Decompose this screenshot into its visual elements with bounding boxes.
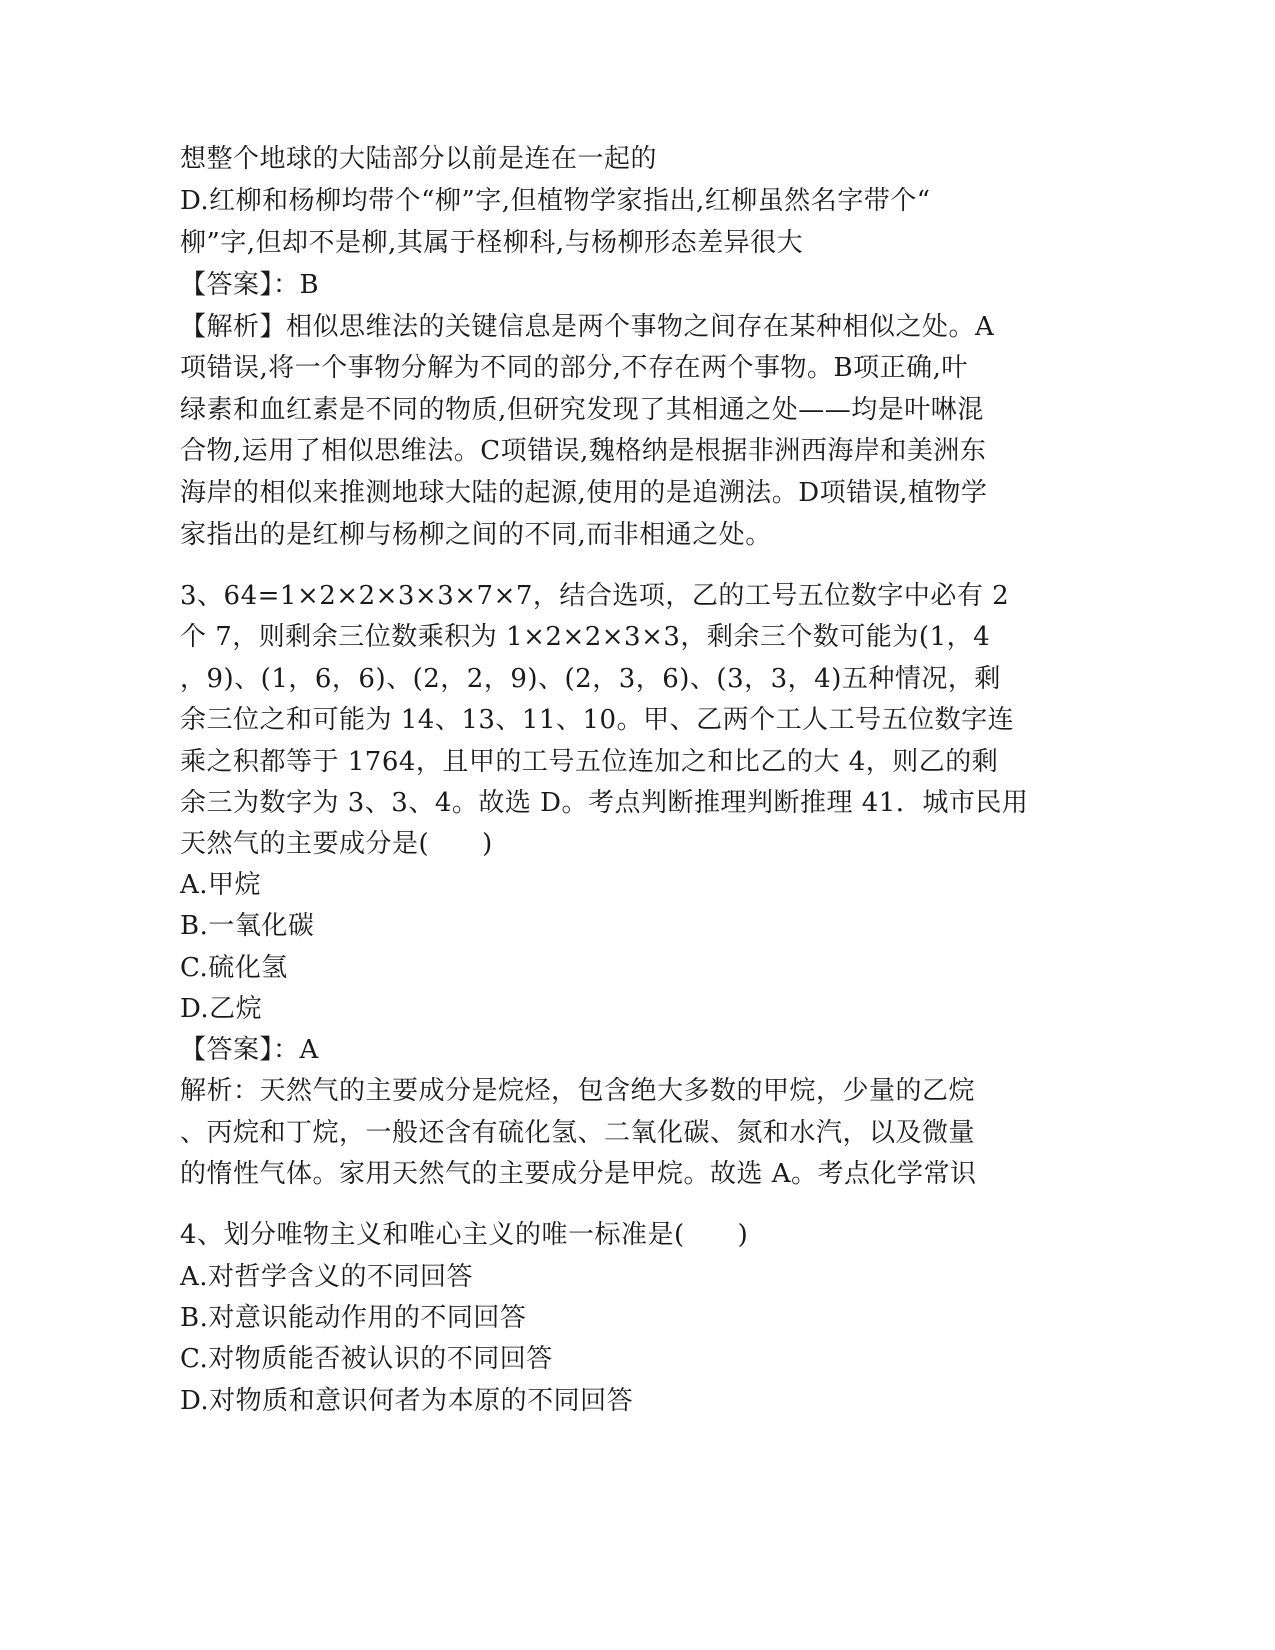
text-line: 合物,运用了相似思维法。C项错误,魏格纳是根据非洲西海岸和美洲东 — [180, 436, 987, 466]
text-line: D.红柳和杨柳均带个“柳”字,但植物学家指出,红柳虽然名字带个“ — [180, 186, 931, 216]
option-line: A.对哲学含义的不同回答 — [180, 1262, 474, 1292]
text-line: 想整个地球的大陆部分以前是连在一起的 — [180, 144, 658, 174]
text-line: 天然气的主要成分是( ) — [180, 829, 493, 859]
text-line: 的惰性气体。家用天然气的主要成分是甲烷。故选 A。考点化学常识 — [180, 1159, 977, 1189]
text-line: 、丙烷和丁烷，一般还含有硫化氢、二氧化碳、氮和水汽，以及微量 — [180, 1118, 976, 1148]
option-line: C.对物质能否被认识的不同回答 — [180, 1344, 553, 1374]
text-line: 绿素和血红素是不同的物质,但研究发现了其相通之处——均是叶啉混 — [180, 395, 984, 425]
option-line: D.乙烷 — [180, 994, 263, 1024]
option-line: B.一氧化碳 — [180, 911, 315, 941]
text-line: 个 7，则剩余三位数乘积为 1×2×2×3×3，剩余三个数可能为(1，4 — [180, 622, 991, 652]
text-line: 余三位之和可能为 14、13、11、10。甲、乙两个工人工号五位数字连 — [180, 705, 1015, 735]
text-line: 柳”字,但却不是柳,其属于柽柳科,与杨柳形态差异很大 — [180, 228, 804, 258]
text-line: 【解析】相似思维法的关键信息是两个事物之间存在某种相似之处。A — [180, 312, 995, 342]
text-line: 解析：天然气的主要成分是烷烃，包含绝大多数的甲烷，少量的乙烷 — [180, 1076, 976, 1106]
text-line: 海岸的相似来推测地球大陆的起源,使用的是追溯法。D项错误,植物学 — [180, 478, 988, 508]
option-line: D.对物质和意识何者为本原的不同回答 — [180, 1386, 634, 1416]
answer-label: 【答案】：A — [180, 1035, 319, 1065]
text-line: 家指出的是红柳与杨柳之间的不同,而非相通之处。 — [180, 520, 772, 550]
text-line: 余三为数字为 3、3、4。故选 D。考点判断推理判断推理 41．城市民用 — [180, 788, 1029, 818]
text-line: 项错误,将一个事物分解为不同的部分,不存在两个事物。B项正确,叶 — [180, 353, 968, 383]
text-line: ，9)、(1，6，6)、(2，2，9)、(2，3，6)、(3，3，4)五种情况，剩 — [180, 664, 1001, 694]
question-line: 3、64=1×2×2×3×3×7×7，结合选项，乙的工号五位数字中必有 2 — [180, 581, 1010, 611]
option-line: A.甲烷 — [180, 870, 262, 900]
question-line: 4、划分唯物主义和唯心主义的唯一标准是( ) — [180, 1220, 749, 1250]
option-line: C.硫化氢 — [180, 953, 288, 983]
option-line: B.对意识能动作用的不同回答 — [180, 1303, 527, 1333]
text-line: 乘之积都等于 1764，且甲的工号五位连加之和比乙的大 4，则乙的剩 — [180, 747, 999, 777]
answer-label: 【答案】：B — [180, 270, 320, 300]
